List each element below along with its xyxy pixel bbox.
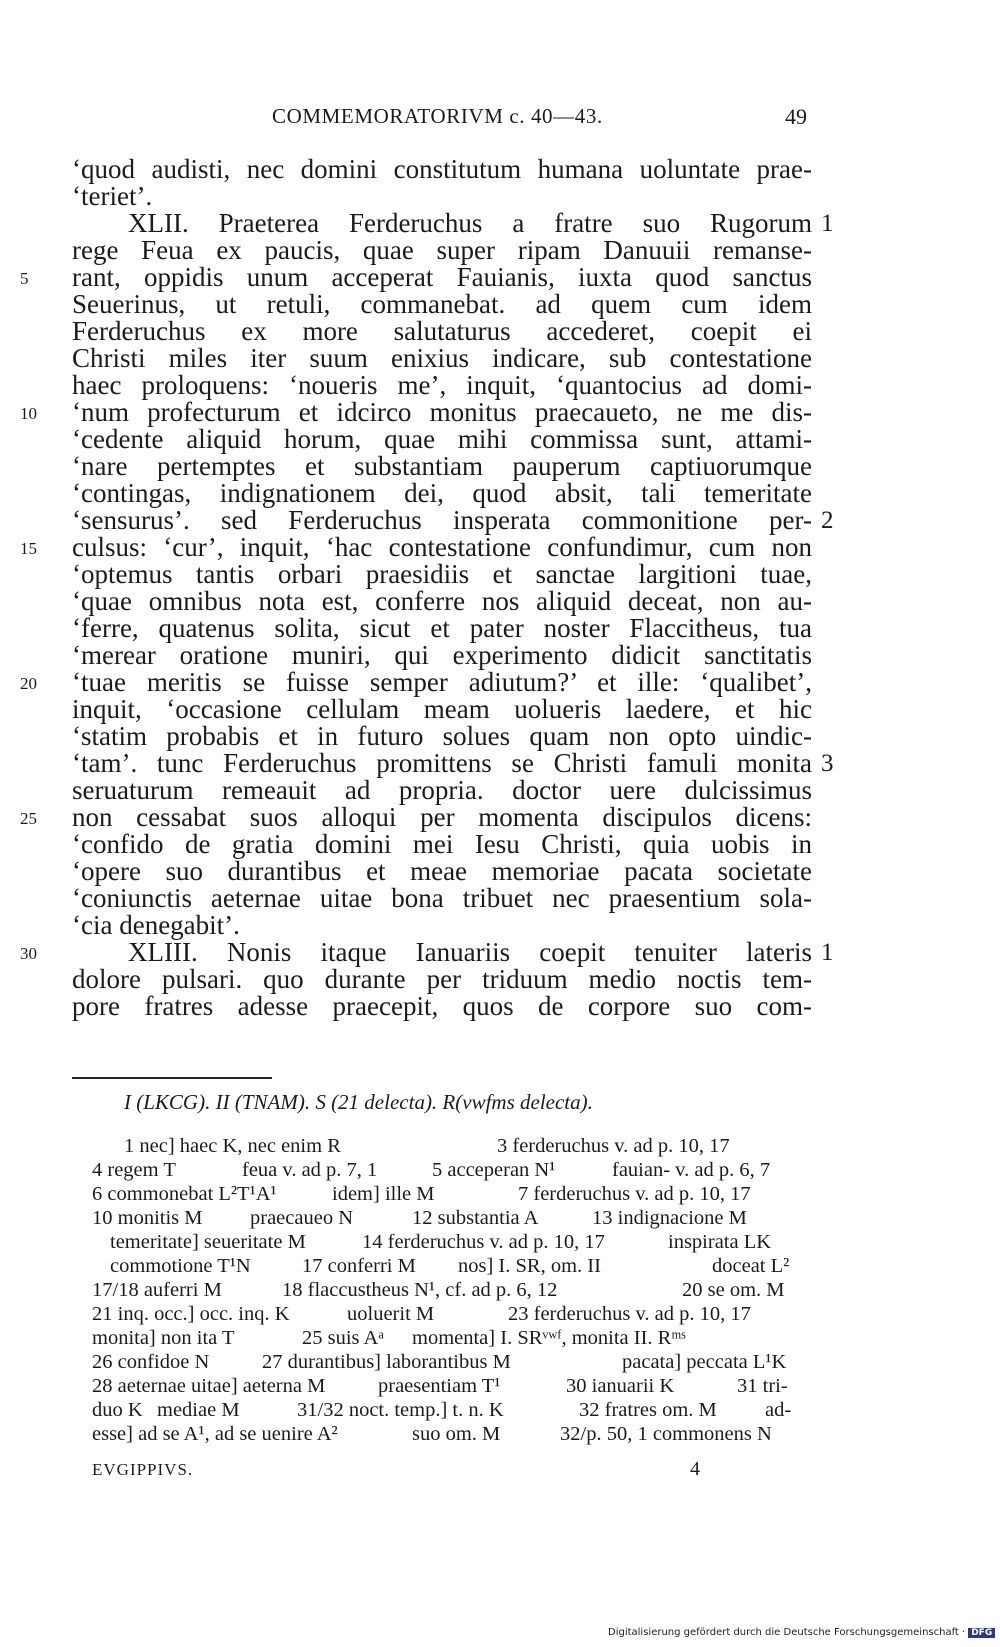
apparatus-entry: 27 durantibus] laborantibus M	[262, 1351, 511, 1373]
text-line: ‘teriet’.	[72, 181, 153, 211]
apparatus-entry: nos] I. SR, om. II	[458, 1255, 601, 1277]
apparatus-entry: 21 inq. occ.] occ. inq. K	[92, 1303, 290, 1325]
text-line: ‘coniunctis aeternae uitae bona tribuet nec praesentium sola-	[72, 883, 812, 913]
text-line: rant, oppidis unum acceperat Fauianis, iuxta quod sanctus	[72, 262, 812, 292]
text-line: ‘tuae meritis se fuisse semper adiutum?’ et ille: ‘qualibet’,	[72, 667, 812, 697]
apparatus-entry: 32 fratres om. M	[579, 1399, 717, 1421]
apparatus-entry: 1 nec] haec K, nec enim R	[124, 1135, 341, 1157]
section-number: 3	[821, 750, 834, 777]
text-line: pore fratres adesse praecepit, quos de corpore suo com-	[72, 991, 812, 1021]
text-line: seruaturum remeauit ad propria. doctor uere dulcissimus	[72, 775, 812, 805]
page-number: 49	[785, 104, 807, 129]
apparatus-entry: 28 aeternae uitae] aeterna M	[92, 1375, 326, 1397]
signature-mark: EVGIPPIVS.	[92, 1460, 194, 1479]
apparatus-entry: monita] non ita T	[92, 1327, 235, 1349]
text-line: ‘quae omnibus nota est, conferre nos aliquid deceat, non au-	[72, 586, 812, 616]
running-title: COMMEMORATORIVM c. 40—43.	[272, 104, 603, 128]
apparatus-entry: 10 monitis M	[92, 1207, 203, 1229]
apparatus-entry: suo om. M	[412, 1423, 501, 1445]
apparatus-entry: 7 ferderuchus v. ad p. 10, 17	[518, 1183, 751, 1205]
apparatus-entry: pacata] peccata L¹K	[622, 1351, 787, 1373]
apparatus-entry: momenta] I. SRᵛʷᶠ, monita II. Rᵐˢ	[412, 1327, 686, 1349]
text-line: Christi miles iter suum enixius indicare, sub contestatione	[72, 343, 812, 373]
text-line: ‘merear oratione muniri, qui experimento didicit sanctitatis	[72, 640, 812, 670]
digitization-note: Digitalisierung gefördert durch die Deutsche Forschungsgemeinschaft ·	[608, 1627, 966, 1638]
apparatus-entry: idem] ille M	[332, 1183, 435, 1205]
apparatus-entry: 17 conferri M	[302, 1255, 416, 1277]
apparatus-entry: temeritate] seueritate M	[110, 1231, 306, 1253]
apparatus-entry: 25 suis Aᵃ	[302, 1327, 384, 1349]
apparatus-entry: 23 ferderuchus v. ad p. 10, 17	[508, 1303, 751, 1325]
text-line: ‘nare pertemptes et substantiam pauperum captiuorumque	[72, 451, 812, 481]
line-number: 20	[20, 674, 37, 693]
line-number: 15	[20, 539, 37, 558]
text-line: ‘cedente aliquid horum, quae mihi commissa sunt, attami-	[72, 424, 812, 454]
section-number: 1	[821, 939, 834, 966]
text-line: XLII. Praeterea Ferderuchus a fratre suo Rugorum	[128, 208, 812, 238]
text-line: culsus: ‘cur’, inquit, ‘hac contestatione confundimur, cum non	[72, 532, 812, 562]
text-line: ‘contingas, indignationem dei, quod absit, tali temeritate	[72, 478, 812, 508]
digitization-credit	[608, 1627, 995, 1638]
text-line: ‘tam’. tunc Ferderuchus promittens se Christi famuli monita	[72, 748, 812, 778]
text-line: ‘ferre, quatenus solita, sicut et pater noster Flaccitheus, tua	[72, 613, 812, 643]
apparatus-entry: fauian- v. ad p. 6, 7	[612, 1159, 771, 1181]
apparatus-entry: ad-	[765, 1399, 792, 1421]
text-line: Seuerinus, ut retuli, commanebat. ad quem cum idem	[72, 289, 812, 319]
dfg-logo: DFG	[968, 1628, 995, 1638]
apparatus-entry: 18 flaccustheus N¹, cf. ad p. 6, 12	[282, 1279, 558, 1301]
text-line: ‘statim probabis et in futuro solues quam non opto uindic-	[72, 721, 812, 751]
line-number: 30	[20, 944, 37, 963]
apparatus-entry: 12 substantia A	[412, 1207, 539, 1229]
text-line: ‘cia denegabit’.	[72, 910, 240, 940]
manuscript-sigla: I (LKCG). II (TNAM). S (21 delecta). R(vwfms delecta).	[124, 1090, 593, 1114]
text-line: ‘num profecturum et idcirco monitus praecaueto, ne me dis-	[72, 397, 812, 427]
apparatus-entry: uoluerit M	[347, 1303, 435, 1325]
apparatus-entry: commotione T¹N	[110, 1255, 251, 1277]
apparatus-entry: 4 regem T	[92, 1159, 176, 1181]
text-line: non cessabat suos alloqui per momenta discipulos dicens:	[72, 802, 812, 832]
apparatus-entry: duo K	[92, 1399, 143, 1421]
apparatus-entry: 26 confidoe N	[92, 1351, 210, 1373]
text-line: ‘optemus tantis orbari praesidiis et sanctae largitioni tuae,	[72, 559, 812, 589]
apparatus-entry: esse] ad se A¹, ad se uenire A²	[92, 1423, 338, 1445]
text-line: ‘opere suo durantibus et meae memoriae pacata societate	[72, 856, 812, 886]
apparatus-entry: feua v. ad p. 7, 1	[242, 1159, 378, 1181]
apparatus-entry: mediae M	[157, 1399, 240, 1421]
apparatus-entry: doceat L²	[712, 1255, 790, 1277]
apparatus-entry: 3 ferderuchus v. ad p. 10, 17	[497, 1135, 730, 1157]
apparatus-entry: praecaueo N	[250, 1207, 354, 1229]
text-line: haec proloquens: ‘noueris me’, inquit, ‘quantocius ad domi-	[72, 370, 812, 400]
text-line: XLIII. Nonis itaque Ianuariis coepit tenuiter lateris	[128, 937, 812, 967]
apparatus-entry: 31/32 noct. temp.] t. n. K	[297, 1399, 504, 1421]
text-line: ‘confido de gratia domini mei Iesu Christi, quia uobis in	[72, 829, 812, 859]
apparatus-entry: 17/18 auferri M	[92, 1279, 222, 1301]
apparatus-entry: 30 ianuarii K	[566, 1375, 675, 1397]
apparatus-entry: 31 tri-	[737, 1375, 788, 1397]
section-number: 1	[821, 210, 834, 237]
line-number: 5	[20, 269, 29, 288]
text-line: dolore pulsari. quo durante per triduum medio noctis tem-	[72, 964, 812, 994]
apparatus-rule	[72, 1077, 272, 1079]
text-line: ‘sensurus’. sed Ferderuchus insperata commonitione per-	[72, 505, 812, 535]
apparatus-entry: 5 acceperan N¹	[432, 1159, 556, 1181]
apparatus-entry: 6 commonebat L²T¹A¹	[92, 1183, 277, 1205]
apparatus-entry: 32/p. 50, 1 commonens N	[560, 1423, 772, 1445]
text-line: rege Feua ex paucis, quae super ripam Danuuii remanse-	[72, 235, 812, 265]
apparatus-entry: 14 ferderuchus v. ad p. 10, 17	[362, 1231, 605, 1253]
line-number: 10	[20, 404, 37, 423]
text-line: inquit, ‘occasione cellulam meam uolueris laedere, et hic	[72, 694, 812, 724]
gathering-number: 4	[690, 1458, 700, 1480]
apparatus-entry: 20 se om. M	[682, 1279, 785, 1301]
section-number: 2	[821, 507, 834, 534]
line-number: 25	[20, 809, 37, 828]
apparatus-entry: inspirata LK	[668, 1231, 772, 1253]
apparatus-entry: 13 indignacione M	[592, 1207, 747, 1229]
text-line: Ferderuchus ex more salutaturus accederet, coepit ei	[72, 316, 812, 346]
text-line: ‘quod audisti, nec domini constitutum humana uoluntate prae-	[72, 154, 812, 184]
apparatus-entry: praesentiam T¹	[378, 1375, 501, 1397]
